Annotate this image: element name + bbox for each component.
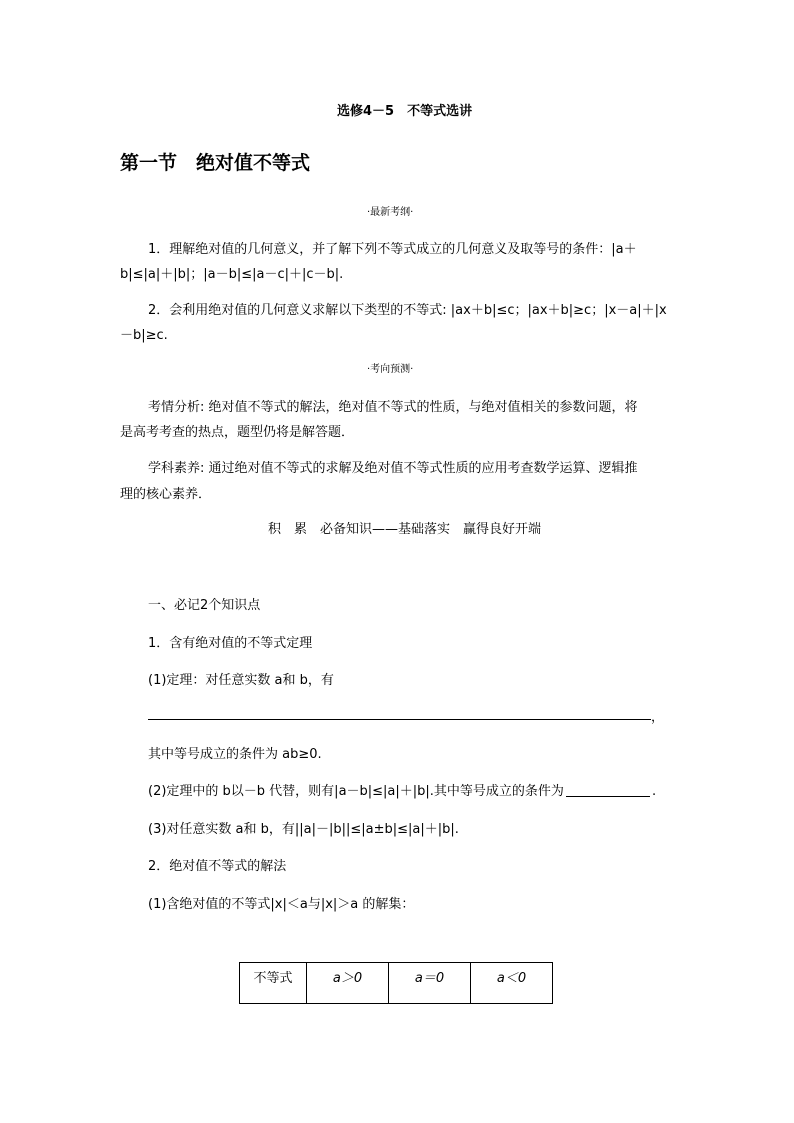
elective-header: 选修4－5 不等式选讲: [337, 104, 473, 119]
forecast-literacy-line-2: 理的核心素养．: [120, 487, 212, 502]
condition-answer-blank[interactable]: [566, 784, 650, 797]
banner-heading: 积 累 必备知识——基础落实 赢得良好开端: [268, 522, 542, 537]
table-header-cell: a＜0: [471, 963, 553, 1004]
forecast-analysis-line-2: 是高考考查的热点，题型仍将是解答题．: [120, 425, 355, 440]
point-1-sub-1: (1)定理：对任意实数 a和 b，有: [148, 673, 334, 688]
point-1-sub-2-text: (2)定理中的 b以－b 代替，则有|a－b|≤|a|＋|b|.其中等号成立的条件为: [148, 784, 564, 799]
syllabus-heading: ·最新考纲·: [367, 207, 414, 218]
solution-set-table: [239, 962, 553, 1004]
syllabus-item-1-line-1: 1．理解绝对值的几何意义，并了解下列不等式成立的几何意义及取等号的条件：|a＋: [148, 242, 637, 257]
syllabus-item-2-line-1: 2．会利用绝对值的几何意义求解以下类型的不等式: |ax＋b|≤c；|ax＋b|≥c；|x－a|＋|x: [148, 303, 667, 318]
syllabus-item-1-line-2: b|≤|a|＋|b|；|a－b|≤|a－c|＋|c－b|.: [120, 267, 344, 282]
syllabus-item-2-line-2: －b|≥c.: [120, 328, 168, 343]
blank-line-comma: ，: [651, 710, 665, 725]
point-1-sub-3: (3)对任意实数 a和 b，有||a|－|b||≤|a±b|≤|a|＋|b|.: [148, 822, 459, 837]
table-header-row: [240, 963, 553, 1004]
point-1-sub-2-period: .: [651, 784, 657, 799]
forecast-literacy-line-1: 学科素养: 通过绝对值不等式的求解及绝对值不等式性质的应用考查数学运算、逻辑推: [148, 461, 638, 476]
forecast-analysis-line-1: 考情分析: 绝对值不等式的解法，绝对值不等式的性质，与绝对值相关的参数问题，将: [148, 400, 638, 415]
point-1-title: 1．含有绝对值的不等式定理: [148, 636, 313, 651]
forecast-heading: ·考向预测·: [367, 364, 414, 375]
table-header-cell: a＞0: [307, 963, 389, 1004]
answer-blank-line[interactable]: [148, 719, 651, 720]
table-header-cell: a＝0: [389, 963, 471, 1004]
knowledge-part-title: 一、必记2个知识点: [148, 598, 261, 613]
table-header-cell: 不等式: [240, 963, 307, 1004]
point-1-equal-condition: 其中等号成立的条件为 ab≥0.: [148, 747, 322, 762]
point-2-sub-1: (1)含绝对值的不等式|x|＜a与|x|＞a 的解集：: [148, 897, 415, 912]
point-1-sub-2: [148, 780, 656, 799]
point-2-title: 2．绝对值不等式的解法: [148, 859, 287, 874]
section-title: 第一节 绝对值不等式: [120, 152, 311, 174]
